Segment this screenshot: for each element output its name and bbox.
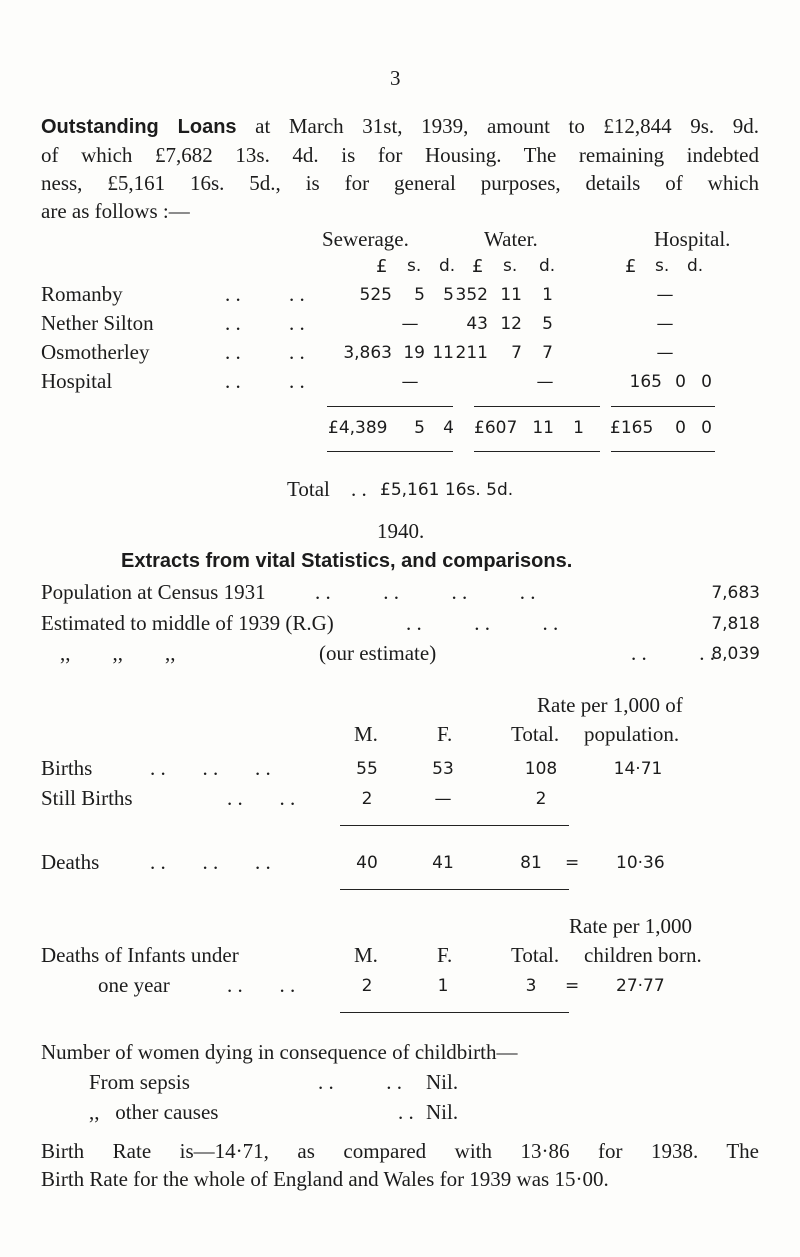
water-pence: 1 [542, 285, 553, 305]
unit-pound-water: £ [472, 256, 484, 277]
header-water: Water. [484, 227, 538, 251]
sewerage-shillings: 19 [403, 343, 425, 363]
total-sewerage-shillings: 5 [414, 418, 425, 438]
intro-line-3: ness, £5,161 16s. 5d., is for general purposes, details of which [41, 171, 759, 195]
rate-header: Rate per 1,000 of [537, 693, 683, 717]
unit-pound-sewerage: £ [376, 256, 388, 277]
rule-infants [340, 1012, 569, 1013]
leader: . . [289, 369, 305, 393]
infant-rate: 27·77 [616, 976, 665, 996]
leader: . . . . . . . . [315, 580, 536, 604]
water-pence: 5 [542, 314, 553, 334]
col-f: F. [437, 722, 453, 746]
grand-total-label: Total [287, 477, 330, 501]
leader: . . [225, 340, 241, 364]
births-f: 53 [432, 759, 454, 779]
water-pounds: 211 [455, 343, 488, 363]
leader: . . [398, 1100, 414, 1124]
closing-line-1: Birth Rate is—14·71, as compared with 13·86 for 1938. The [41, 1139, 759, 1163]
rule-water-bottom [474, 451, 600, 452]
unit-s-sewerage: s. [407, 256, 422, 276]
water-pence: 7 [542, 343, 553, 363]
water-shillings: 11 [500, 285, 522, 305]
total-water-shillings: 11 [532, 418, 554, 438]
sewerage-pence: 11 [432, 343, 454, 363]
unit-d-water: d. [539, 256, 556, 276]
total-hospital-pounds: £165 [610, 418, 654, 438]
unit-s-hospital: s. [655, 256, 670, 276]
unit-pound-hospital: £ [625, 256, 637, 277]
leader: . . [225, 369, 241, 393]
population-label: Population at Census 1931 [41, 580, 266, 604]
header-hospital: Hospital. [654, 227, 731, 251]
leader: . . . . . . [150, 850, 271, 874]
leader: . . [225, 311, 241, 335]
closing-line-2: Birth Rate for the whole of England and Wales for 1939 was 15·00. [41, 1167, 609, 1191]
births-rate: 14·71 [613, 759, 663, 779]
sepsis-value: Nil. [426, 1070, 459, 1094]
hospital-shillings: 0 [675, 372, 686, 392]
still-births-total: 2 [535, 789, 547, 809]
leader: . . . . [631, 641, 715, 665]
our-estimate-value: 8,039 [711, 644, 760, 664]
sepsis-label: From sepsis [89, 1070, 190, 1094]
births-m: 55 [356, 759, 378, 779]
leader: . . . . [227, 973, 296, 997]
leader: . . . . . . [150, 756, 271, 780]
grand-total-value: £5,161 16s. 5d. [380, 480, 514, 500]
infant-col-total: Total. [511, 943, 560, 967]
deaths-rate: 10·36 [616, 853, 665, 873]
row-label-romanby: Romanby [41, 282, 123, 306]
infant-f: 1 [437, 976, 449, 996]
infant-col-children: children born. [584, 943, 702, 967]
col-m: M. [354, 722, 378, 746]
rule-hospital-top [611, 406, 715, 407]
total-water-pounds: £607 [474, 418, 518, 438]
infant-col-f: F. [437, 943, 453, 967]
total-water-pence: 1 [573, 418, 584, 438]
rule-sewerage-top [327, 406, 453, 407]
still-births-f: — [434, 789, 452, 809]
row-label-nether-silton: Nether Silton [41, 311, 154, 335]
intro-line-2: of which £7,682 13s. 4d. is for Housing. The remaining indebted [41, 143, 759, 167]
vital-statistics-heading: Extracts from vital Statistics, and comparisons. [121, 550, 573, 572]
total-sewerage-pounds: £4,389 [328, 418, 388, 438]
deaths-f: 41 [432, 853, 454, 873]
infant-equals: = [565, 976, 580, 996]
leader: . . . . . . [406, 611, 559, 635]
leader: . . [351, 477, 367, 501]
unit-d-hospital: d. [687, 256, 704, 276]
water-dash: — [536, 372, 554, 392]
rule-sewerage-bottom [327, 451, 453, 452]
leader: . . . . [318, 1070, 402, 1094]
infant-deaths-label: Deaths of Infants under [41, 943, 239, 967]
header-sewerage: Sewerage. [322, 227, 409, 251]
deaths-m: 40 [356, 853, 378, 873]
unit-s-water: s. [503, 256, 518, 276]
population-value: 7,683 [711, 583, 760, 603]
leader: . . [225, 282, 241, 306]
sewerage-pence: 5 [443, 285, 454, 305]
hospital-pounds: 165 [629, 372, 662, 392]
outstanding-loans-heading: Outstanding Loans [41, 116, 237, 138]
maternal-intro: Number of women dying in consequence of childbirth— [41, 1040, 518, 1064]
infant-total: 3 [525, 976, 537, 996]
row-label-hospital: Hospital [41, 369, 113, 393]
ditto-marks: ,, ,, ,, [60, 641, 176, 665]
deaths-label: Deaths [41, 850, 100, 874]
still-births-m: 2 [361, 789, 373, 809]
rule-hospital-bottom [611, 451, 715, 452]
rule-deaths [340, 889, 569, 890]
hospital-pence: 0 [701, 372, 712, 392]
sewerage-pounds: 3,863 [343, 343, 392, 363]
sewerage-pounds: 525 [359, 285, 392, 305]
row-label-osmotherley: Osmotherley [41, 340, 150, 364]
col-population: population. [584, 722, 680, 746]
hospital-dash: — [656, 285, 674, 305]
total-hospital-pence: 0 [701, 418, 712, 438]
closing-paragraph [41, 1137, 759, 1193]
estimate-rg-value: 7,818 [711, 614, 760, 634]
water-pounds: 352 [455, 285, 488, 305]
water-shillings: 7 [511, 343, 522, 363]
one-year-label: one year [98, 973, 170, 997]
water-shillings: 12 [500, 314, 522, 334]
other-causes-label: ,, other causes [89, 1100, 219, 1124]
estimate-rg-label: Estimated to middle of 1939 (R.G) [41, 611, 334, 635]
sewerage-shillings: 5 [414, 285, 425, 305]
unit-d-sewerage: d. [439, 256, 456, 276]
intro-paragraph [41, 112, 759, 225]
infant-col-m: M. [354, 943, 378, 967]
intro-line-4: are as follows :— [41, 199, 190, 223]
sewerage-dash: — [401, 314, 419, 334]
sewerage-dash: — [401, 372, 419, 392]
total-sewerage-pence: 4 [443, 418, 454, 438]
deaths-equals: = [565, 853, 580, 873]
deaths-total: 81 [520, 853, 542, 873]
rule-water-top [474, 406, 600, 407]
page-number: 3 [390, 66, 401, 90]
other-causes-value: Nil. [426, 1100, 459, 1124]
year-heading: 1940. [377, 519, 425, 543]
still-births-label: Still Births [41, 786, 133, 810]
hospital-dash: — [656, 343, 674, 363]
water-pounds: 43 [466, 314, 488, 334]
births-label: Births [41, 756, 93, 780]
leader: . . [289, 340, 305, 364]
our-estimate-label: (our estimate) [319, 641, 437, 665]
total-hospital-shillings: 0 [675, 418, 686, 438]
rule-births [340, 825, 569, 826]
leader: . . [289, 311, 305, 335]
intro-line-1: Outstanding Loans at March 31st, 1939, amount to £12,844 9s. 9d. [41, 114, 760, 138]
leader: . . [289, 282, 305, 306]
hospital-dash: — [656, 314, 674, 334]
infant-rate-header: Rate per 1,000 [569, 914, 693, 938]
births-total: 108 [524, 759, 558, 779]
col-total: Total. [511, 722, 560, 746]
infant-m: 2 [361, 976, 373, 996]
leader: . . . . [227, 786, 296, 810]
